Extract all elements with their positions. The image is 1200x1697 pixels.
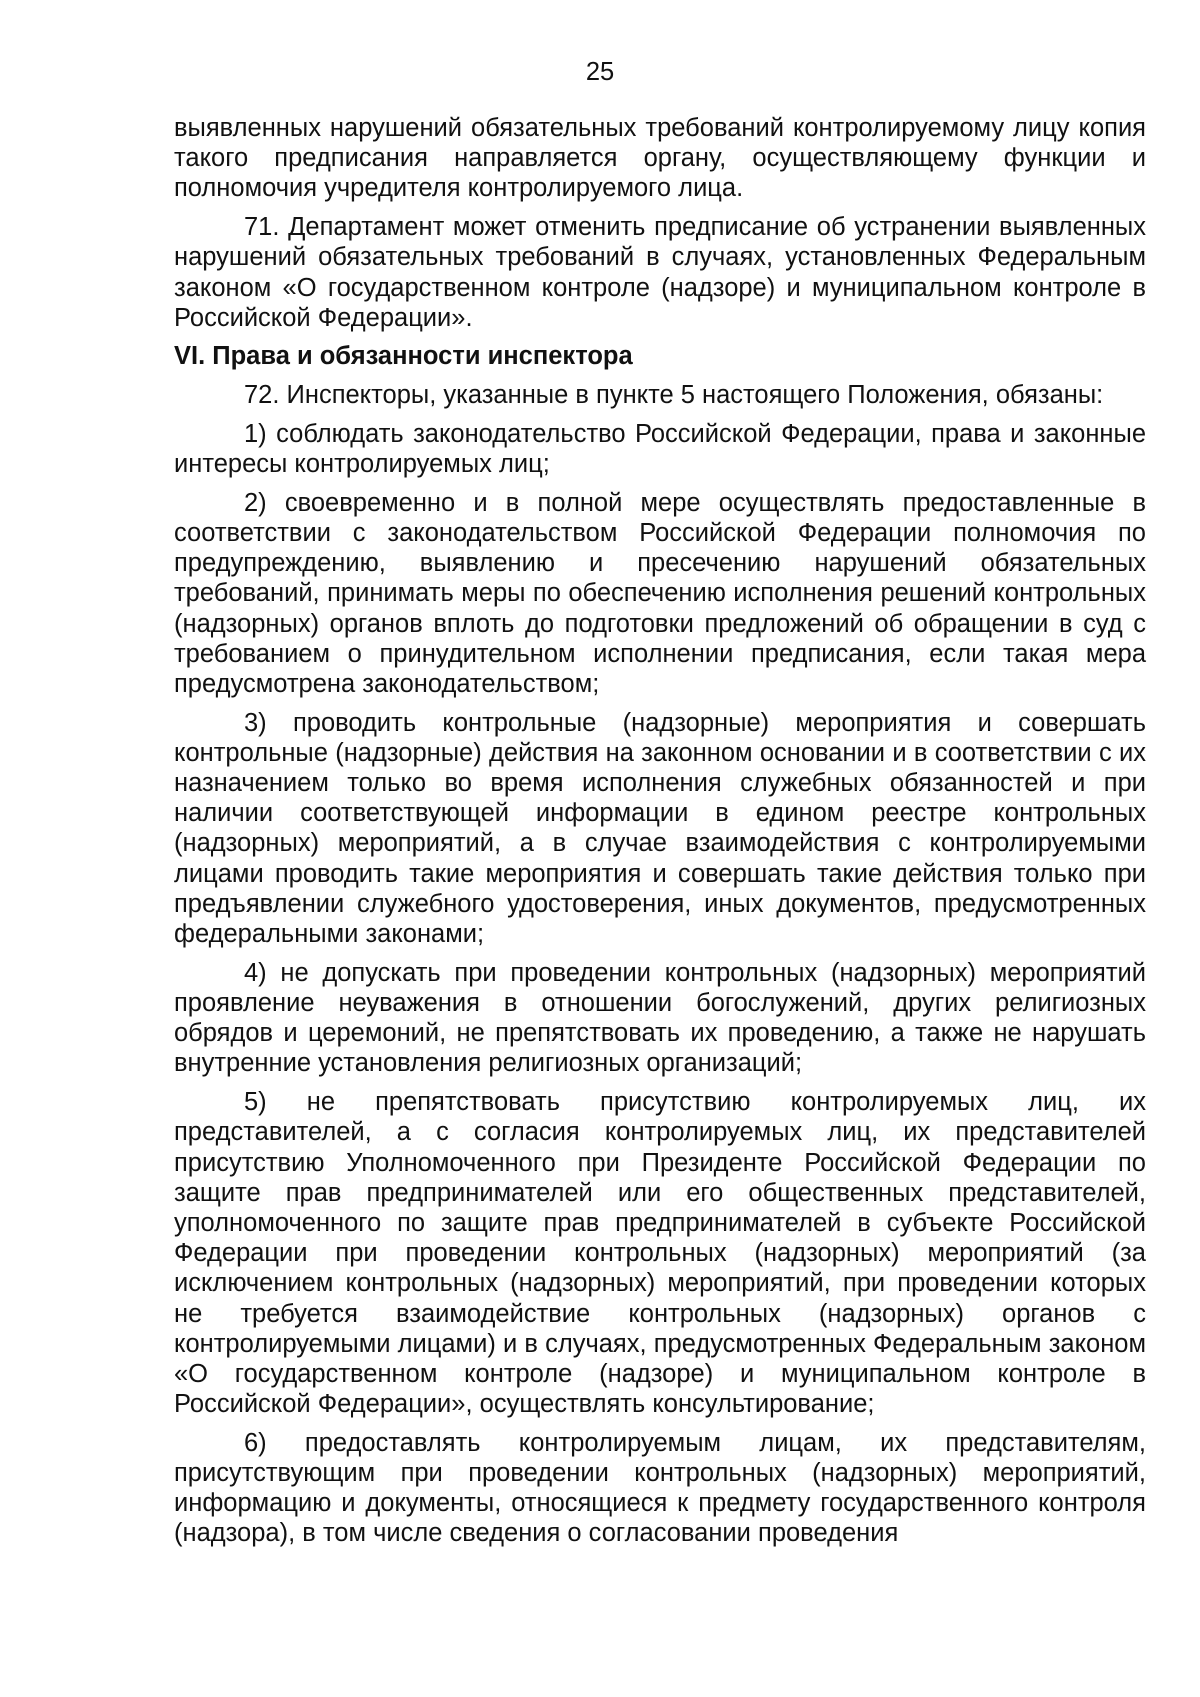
- page-number: 25: [585, 58, 615, 86]
- paragraph-72: 72. Инспекторы, указанные в пункте 5 настоящего Положения, обязаны:: [244, 381, 1104, 410]
- list-item-3: 3) проводить контрольные (надзорные) мероприятия и совершать контрольные (надзорные) действия на законном основании и в соответствии с их назначением только во время исполнения служебных обязанностей и при наличии соответствующей информации в едином реестре контрольных (надзорных) мероприятий, а в случае взаимодействия с контролируемыми лицами проводить такие мероприятия и совершать такие действия только при предъявлении служебного удостоверения, иных документов, предусмотренных федеральными законами;: [174, 708, 1146, 949]
- list-item-4: 4) не допускать при проведении контрольных (надзорных) мероприятий проявление неуважения в отношении богослужений, других религиозных обрядов и церемоний, не препятствовать их проведению, а также не нарушать внутренние установления религиозных организаций;: [174, 958, 1146, 1078]
- list-item-6: 6) предоставлять контролируемым лицам, их представителям, присутствующим при проведении контрольных (надзорных) мероприятий, информацию и документы, относящиеся к предмету государственного контроля (надзора), в том числе сведения о согласовании проведения: [174, 1428, 1146, 1548]
- list-item-2: 2) своевременно и в полной мере осуществлять предоставленные в соответствии с законодательством Российской Федерации полномочия по предупреждению, выявлению и пресечению нарушений обязательных требований, принимать меры по обеспечению исполнения решений контрольных (надзорных) органов вплоть до подготовки предложений об обращении в суд с требованием о принудительном исполнении предписания, если такая мера предусмотрена законодательством;: [174, 488, 1146, 698]
- paragraph-71: 71. Департамент может отменить предписание об устранении выявленных нарушений обязательных требований в случаях, установленных Федеральным законом «О государственном контроле (надзоре) и муниципальном контроле в Российской Федерации».: [174, 213, 1146, 332]
- list-item-1: 1) соблюдать законодательство Российской Федерации, права и законные интересы контролируемых лиц;: [174, 419, 1146, 479]
- document-body: [174, 113, 1146, 1549]
- list-item-5: 5) не препятствовать присутствию контролируемых лиц, их представителей, а с согласия контролируемых лиц, их представителей присутствию Уполномоченного при Президенте Российской Федерации по защите прав предпринимателей или его общественных представителей, уполномоченного по защите прав предпринимателей в субъекте Российской Федерации при проведении контрольных (надзорных) мероприятий (за исключением контрольных (надзорных) мероприятий, при проведении которых не требуется взаимодействие контрольных (надзорных) органов с контролируемыми лицами) и в случаях, предусмотренных Федеральным законом «О государственном контроле (надзоре) и муниципальном контроле в Российской Федерации», осуществлять консультирование;: [174, 1088, 1146, 1419]
- section-heading: VI. Права и обязанности инспектора: [174, 342, 633, 371]
- paragraph-continuation: выявленных нарушений обязательных требований контролируемому лицу копия такого предписания направляется органу, осуществляющему функции и полномочия учредителя контролируемого лица.: [174, 114, 1146, 203]
